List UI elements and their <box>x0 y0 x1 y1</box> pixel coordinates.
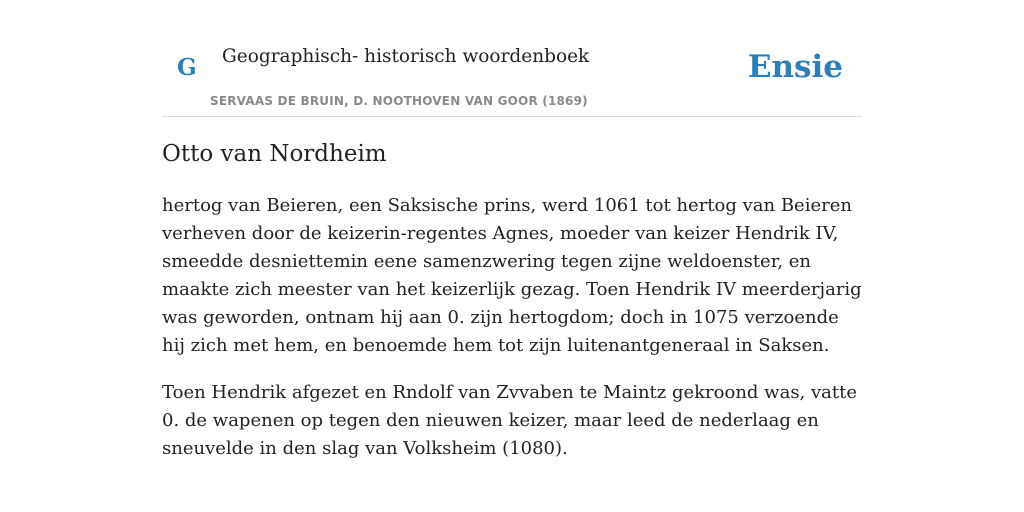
ensie-logo-link[interactable]: Ensie <box>747 49 843 85</box>
book-authors: SERVAAS DE BRUIN, D. NOOTHOVEN VAN GOOR (1869) <box>210 94 588 108</box>
entry-paragraph: hertog van Beieren, een Saksische prins, werd 1061 tot hertog van Beieren verheven door de keizerin-regentes Agnes, moeder van keizer Hendrik IV, smeedde desniettemin eene samenzwering tegen zijne weldoenster, en maakte zich meester van het keizerlijk gezag. Toen Hendrik IV meerderjarig was geworden, ontnam hij aan 0. zijn hertogdom; doch in 1075 verzoende hij zich met hem, en benoemde hem tot zijn luitenantgeneraal in Saksen. <box>162 195 862 356</box>
document-page <box>162 0 862 459</box>
entry-title: Otto van Nordheim <box>162 141 387 167</box>
book-header <box>162 0 862 117</box>
entry-paragraph: Toen Hendrik afgezet en Rndolf van Zvvaben te Maintz gekroond was, vatte 0. de wapenen op tegen den nieuwen keizer, maar leed de nederlaag en sneuvelde in den slag van Volksheim (1080). <box>162 382 858 459</box>
book-title[interactable]: Geographisch- historisch woordenboek <box>222 46 590 67</box>
entry-body <box>162 192 862 482</box>
book-logo-letter[interactable]: G <box>177 54 197 81</box>
